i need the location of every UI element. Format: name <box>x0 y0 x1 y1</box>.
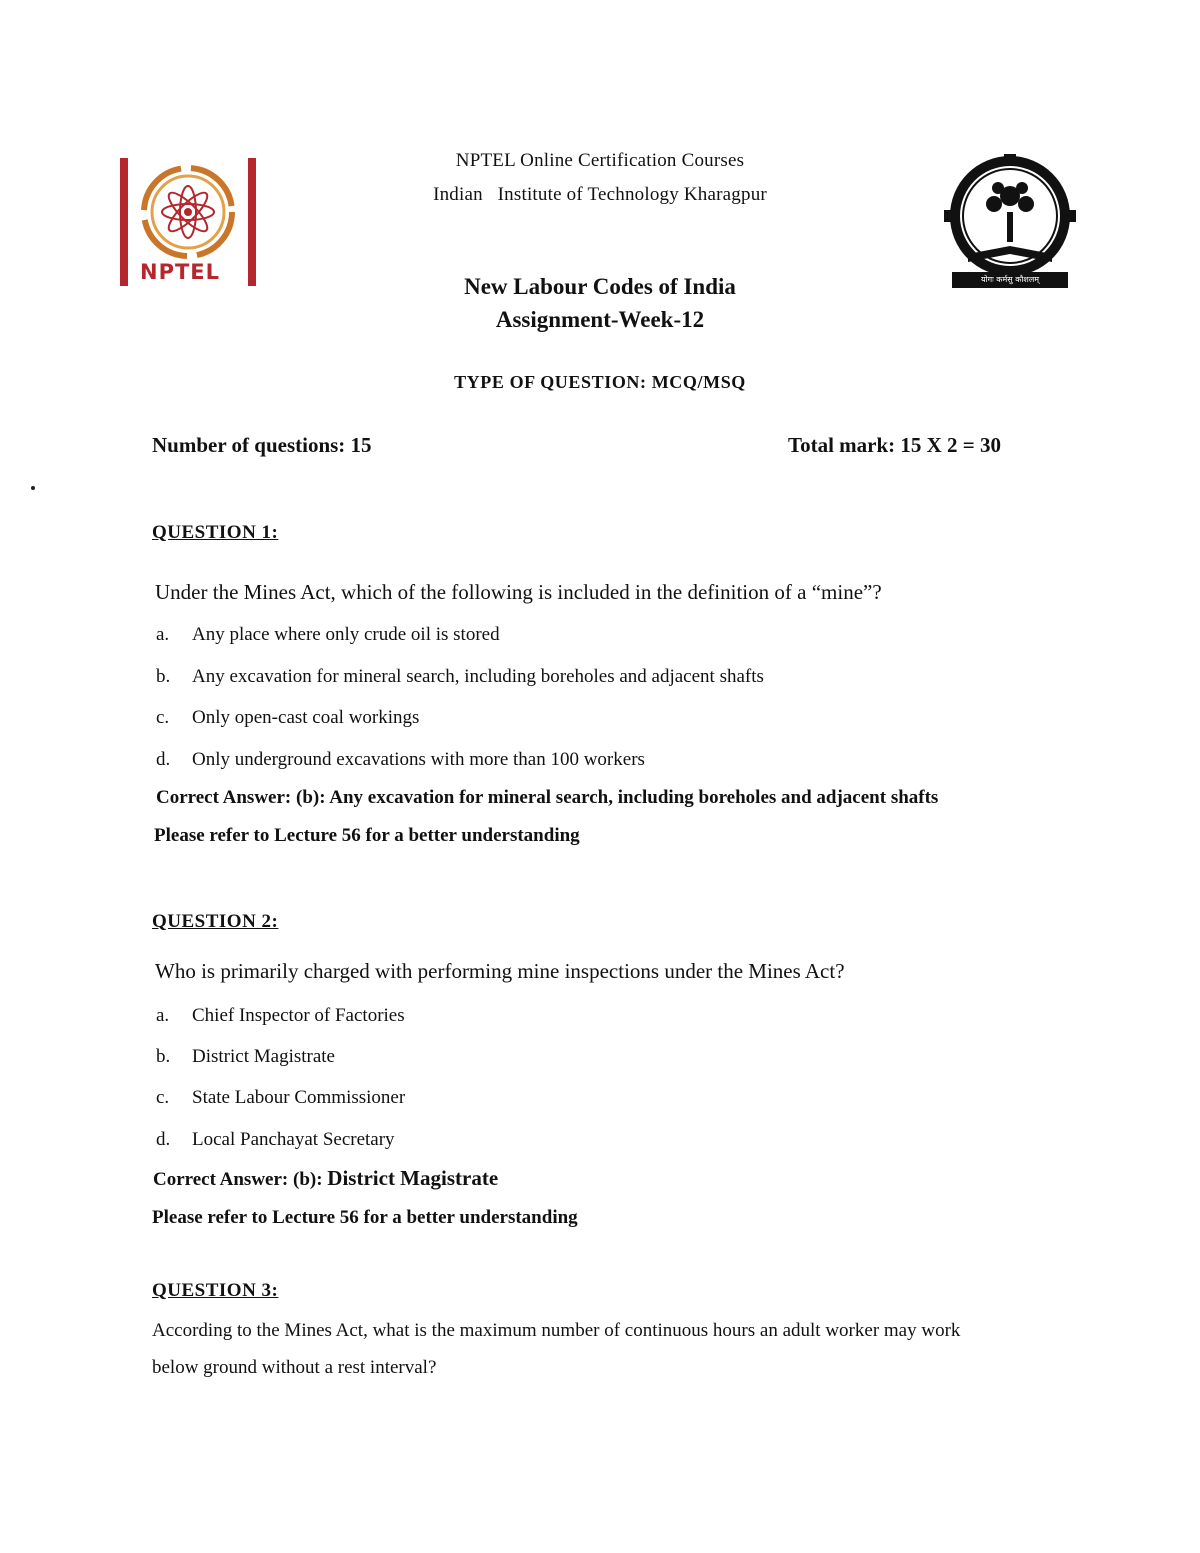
question-1-text: Under the Mines Act, which of the following is included in the definition of a “mine”? <box>155 580 882 604</box>
question-2-option-b <box>156 1046 335 1068</box>
question-3-heading: QUESTION 3: <box>152 1280 279 1301</box>
question-1-refer: Please refer to Lecture 56 for a better understanding <box>154 825 580 846</box>
question-2-text: Who is primarily charged with performing mine inspections under the Mines Act? <box>155 959 845 983</box>
option-label: d. <box>156 749 171 770</box>
iit-kharagpur-logo <box>938 154 1082 290</box>
option-text: Local Panchayat Secretary <box>192 1129 395 1150</box>
nptel-logo <box>118 156 258 288</box>
option-text: Only underground excavations with more than 100 workers <box>192 749 645 770</box>
course-title: New Labour Codes of India <box>464 274 736 299</box>
question-1-option-a <box>156 624 500 646</box>
question-1-option-d <box>156 749 645 771</box>
question-1-option-c <box>156 707 419 729</box>
question-2-option-a <box>156 1005 405 1027</box>
nptel-logo-text: NPTEL <box>140 260 221 284</box>
answer-text: District Magistrate <box>327 1166 499 1190</box>
option-text: District Magistrate <box>192 1046 335 1067</box>
header-line-2: Indian Institute of Technology Kharagpur <box>433 184 767 205</box>
answer-prefix: Correct Answer: (b): <box>156 787 330 808</box>
assignment-title: Assignment-Week-12 <box>495 307 705 332</box>
header-line-1: NPTEL Online Certification Courses <box>455 150 745 171</box>
question-1-answer <box>156 787 938 809</box>
option-label: c. <box>156 1087 170 1108</box>
question-2-answer <box>153 1166 498 1191</box>
question-2-option-c <box>156 1087 405 1109</box>
option-text: Any excavation for mineral search, including boreholes and adjacent shafts <box>192 666 764 687</box>
option-label: d. <box>156 1129 171 1150</box>
total-mark: Total mark: 15 X 2 = 30 <box>788 433 1002 457</box>
question-1-option-b <box>156 666 764 688</box>
iit-logo-motto: योगः कर्मसु कौशलम् <box>952 272 1068 288</box>
option-text: State Labour Commissioner <box>192 1087 406 1108</box>
answer-text: Any excavation for mineral search, including boreholes and adjacent shafts <box>329 787 939 808</box>
question-2-option-d <box>156 1129 395 1151</box>
option-text: Any place where only crude oil is stored <box>192 624 500 645</box>
stray-mark <box>31 486 35 490</box>
question-2-refer: Please refer to Lecture 56 for a better understanding <box>152 1207 578 1228</box>
answer-prefix: Correct Answer: (b): <box>153 1169 328 1190</box>
option-label: b. <box>156 1046 171 1067</box>
question-3-text-line-2: below ground without a rest interval? <box>152 1357 437 1378</box>
question-2-heading: QUESTION 2: <box>152 911 279 932</box>
option-label: a. <box>156 624 170 645</box>
question-3-text-line-1: According to the Mines Act, what is the maximum number of continuous hours an adult worker may work <box>152 1320 961 1341</box>
option-text: Chief Inspector of Factories <box>192 1005 405 1026</box>
number-of-questions: Number of questions: 15 <box>152 433 372 457</box>
option-text: Only open-cast coal workings <box>192 707 420 728</box>
option-label: a. <box>156 1005 170 1026</box>
question-type: TYPE OF QUESTION: MCQ/MSQ <box>454 372 746 392</box>
question-1-heading: QUESTION 1: <box>152 522 279 543</box>
option-label: b. <box>156 666 171 687</box>
option-label: c. <box>156 707 170 728</box>
